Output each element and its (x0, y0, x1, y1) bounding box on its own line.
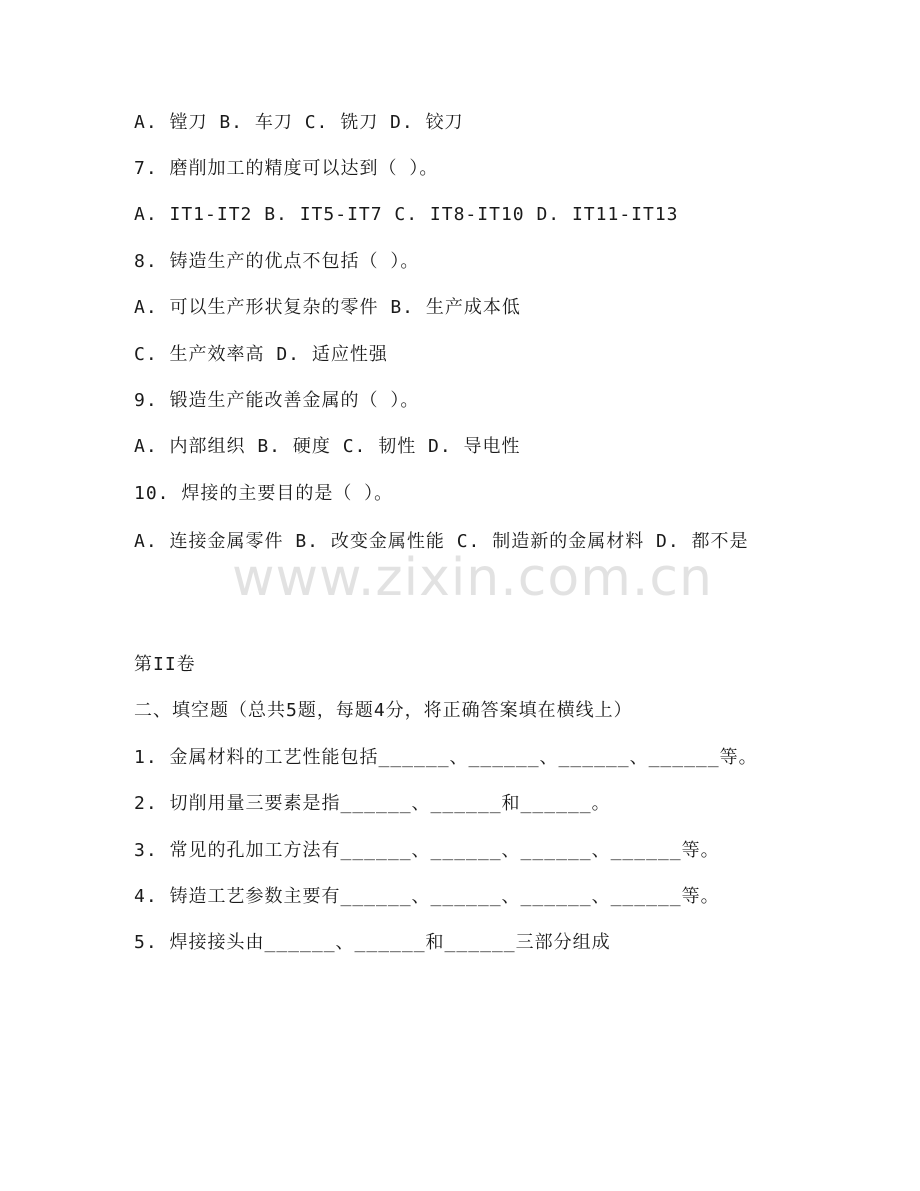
q9-options: A. 内部组织 B. 硬度 C. 韧性 D. 导电性 (134, 436, 521, 457)
section-title: 第II卷 (134, 654, 196, 675)
fill-q1: 1. 金属材料的工艺性能包括______、______、______、______等。 (134, 747, 758, 768)
fill-blank-heading: 二、填空题（总共5题，每题4分，将正确答案填在横线上） (134, 700, 633, 721)
q8-options-cd: C. 生产效率高 D. 适应性强 (134, 344, 388, 365)
q7-options: A. IT1-IT2 B. IT5-IT7 C. IT8-IT10 D. IT11-IT13 (134, 204, 679, 225)
q10-options: A. 连接金属零件 B. 改变金属性能 C. 制造新的金属材料 D. 都不是 (134, 531, 749, 552)
q7-question: 7. 磨削加工的精度可以达到（ ）。 (134, 158, 439, 179)
fill-q2: 2. 切削用量三要素是指______、______和______。 (134, 793, 611, 814)
fill-q4: 4. 铸造工艺参数主要有______、______、______、______等。 (134, 886, 720, 907)
q6-options: A. 镗刀 B. 车刀 C. 铣刀 D. 铰刀 (134, 112, 464, 133)
q10-question: 10. 焊接的主要目的是（ ）。 (134, 483, 394, 504)
q9-question: 9. 锻造生产能改善金属的（ ）。 (134, 390, 420, 411)
q8-options-ab: A. 可以生产形状复杂的零件 B. 生产成本低 (134, 297, 521, 318)
q8-question: 8. 铸造生产的优点不包括（ ）。 (134, 251, 420, 272)
watermark: www.zixin.com.cn (232, 548, 713, 608)
fill-q3: 3. 常见的孔加工方法有______、______、______、______等。 (134, 840, 720, 861)
fill-q5: 5. 焊接接头由______、______和______三部分组成 (134, 932, 611, 953)
